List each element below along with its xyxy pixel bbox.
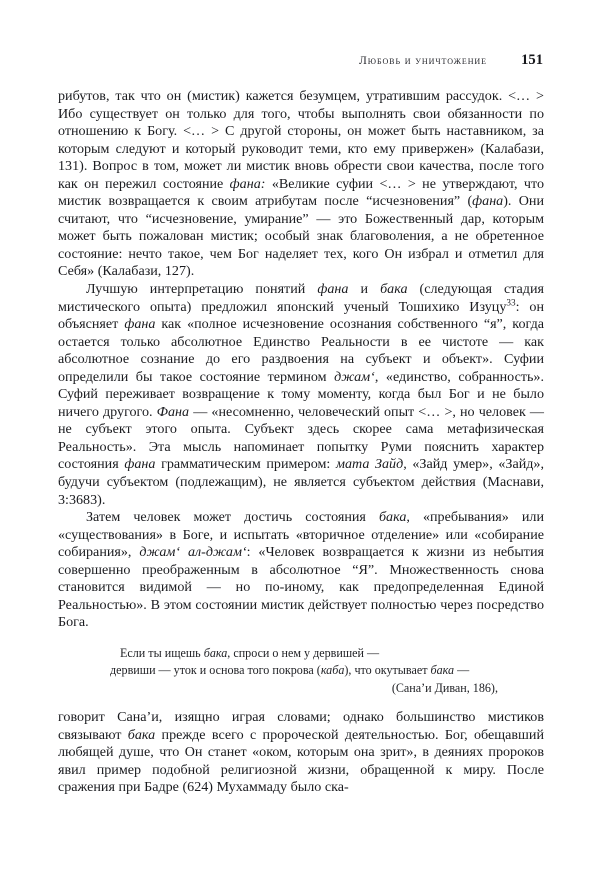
italic-term: бака <box>430 663 455 678</box>
verse-line-1 <box>58 645 544 662</box>
text-run: : он объясняет <box>58 298 544 333</box>
text-column <box>58 88 544 797</box>
footnote-marker[interactable]: 33 <box>506 296 516 307</box>
italic-term: Фана <box>156 403 190 420</box>
text-run: ). Они считают, что “исчезновение, умирание” — это Божественный дар, которым может быть пожалован мистик; особый знак благоволения, а не обретенное состояние: нечто такое, чем Бог наделяет тех, кого Он избрал и отметил для Себя» (Калабази, 127). <box>58 193 544 280</box>
body-paragraphs <box>58 88 544 632</box>
verse-attribution: (Сана’и Диван, 186), <box>391 680 498 695</box>
text-run: и <box>348 281 381 298</box>
italic-term: бака <box>203 645 228 660</box>
text-run: — «несомненно, человеческий опыт <… >, но человек — не субъект этого опыта. Субъект здесь скорее сама метафизическая Реальность». Эта мысль напоминает попытку Руми пояснить характер состояния <box>58 403 544 473</box>
text-run: грамматическим примером: <box>155 456 336 473</box>
italic-term: джам‘ <box>334 368 375 385</box>
text-run: Если ты ищешь <box>120 645 204 660</box>
italic-term: фана <box>317 281 349 298</box>
text-run: (следующая стадия мистического опыта) предложил японский ученый Тошихико Изуцу <box>58 281 545 315</box>
para-4 <box>58 709 544 797</box>
italic-term: мата Зайд <box>335 456 404 473</box>
italic-term: фана <box>472 193 504 210</box>
italic-term: джам‘ ал-джам‘ <box>139 544 247 561</box>
text-run: , спроси о нем у дервишей — <box>227 645 380 660</box>
italic-term: фана: <box>229 175 266 192</box>
text-run: : «Человек возвращается к жизни из небытия совершенно преображенным в абсолютное “Я”. Множественность снова становится видимой — но по-иному, как предопределенная Единой Реальностью». В этом состоянии мистик действует полностью через посредство Бога. <box>58 544 544 631</box>
text-run: Затем человек может достичь состояния <box>86 509 379 526</box>
italic-term: каба <box>320 663 345 678</box>
text-run: дервиши — уток и основа того покрова ( <box>110 663 321 678</box>
verse-quotation <box>58 645 544 697</box>
running-head-title: Любовь и уничтожение <box>359 55 487 67</box>
text-run: ), что окутывает <box>344 663 431 678</box>
body-paragraphs-after-verse <box>58 709 544 797</box>
text-run: рибутов, так что он (мистик) кажется безумцем, утратившим рассудок. <… > Ибо существует он только для того, чтобы выполнять свои обязанности по отношению к Богу. <… > С другой стороны, он может быть наставником, за которым следуют и который руководит теми, кто ему привержен» (Калабази, 131). Вопрос в том, может ли мистик вновь обрести свои качества, после того как он пережил состояние <box>58 88 544 192</box>
text-run: , «единство, собранность». Суфий переживает возвращение к тому моменту, когда был Бог и не было ничего другого. <box>58 368 544 420</box>
italic-term: фана <box>124 456 156 473</box>
para-1 <box>58 88 544 281</box>
text-run: — <box>454 663 470 678</box>
text-run: «Великие суфии <… > не утверждают, что мистик возвращается к своим атрибутам после “исчезновения” ( <box>58 175 544 210</box>
running-head <box>58 52 543 72</box>
italic-term: фана <box>124 316 156 333</box>
para-2 <box>58 281 544 509</box>
text-run: , «пребывания» или «существования» в Боге, и испытать «вторичное отделение» или «собирание собирания», <box>58 509 544 561</box>
italic-term: бака <box>127 726 156 743</box>
text-run: как «полное исчезновение осознания собственного “я”, когда остается только абсолютное Единство Реальности в ее чистоте — как абсолютное сознание до его раздвоения на субъект и объект». Суфии определили бы такое состояние термином <box>58 316 544 385</box>
verse-line-2 <box>58 662 544 679</box>
italic-term: бака <box>380 281 408 298</box>
text-run: , «Зайд умер», «Зайд», будучи субъектом (подлежащим), не является субъектом действия (Маснави, 3:3683). <box>58 456 544 508</box>
text-run: Лучшую интерпретацию понятий <box>86 281 318 298</box>
text-run: прежде всего с пророческой деятельностью. Бог, обещавший любящей душе, что Он станет «оком, которым она зрит», в деяниях пророков явил пример подобной религиозной жизни, обращенной к миру. После сражения при Бадре (624) Мухаммаду было ска- <box>58 726 544 796</box>
italic-term: бака <box>378 509 407 526</box>
text-run: говорит Сана’и, изящно играя словами; однако большинство мистиков связывают <box>58 709 544 743</box>
page-number: 151 <box>521 52 543 68</box>
para-3 <box>58 509 544 632</box>
